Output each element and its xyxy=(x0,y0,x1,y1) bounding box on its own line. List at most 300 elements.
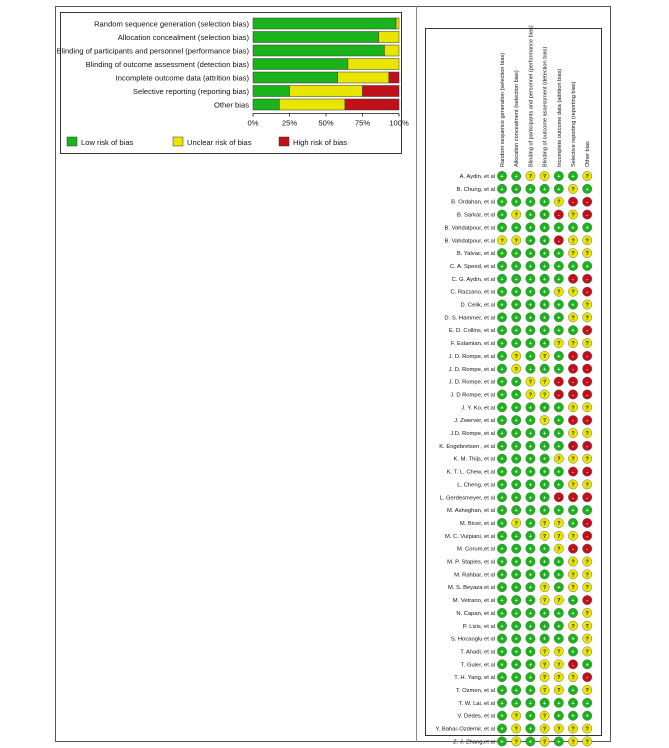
cell-symbol-41-3: + xyxy=(528,688,533,694)
x-tick-label-5: 100% xyxy=(389,118,409,128)
legend-swatch-3 xyxy=(279,137,289,146)
cell-symbol-11-6: + xyxy=(571,302,575,309)
study-label-5: B. Vahdatpour, et al xyxy=(444,225,495,232)
cell-symbol-23-2: + xyxy=(514,456,518,463)
cell-symbol-3-3: + xyxy=(528,199,533,206)
cell-symbol-28-4: ? xyxy=(542,520,547,527)
cell-symbol-42-3: + xyxy=(528,700,533,707)
cell-symbol-17-5: - xyxy=(557,379,560,386)
cell-symbol-32-4: + xyxy=(542,572,547,579)
study-label-7: B. Yalvac, et al xyxy=(456,251,495,258)
cell-symbol-8-5: + xyxy=(557,263,561,270)
cell-symbol-39-1: + xyxy=(500,662,504,669)
cell-symbol-7-3: + xyxy=(528,251,533,258)
cell-symbol-19-6: ? xyxy=(571,405,575,412)
cell-symbol-11-5: + xyxy=(557,302,561,309)
cell-symbol-45-5: + xyxy=(557,739,561,746)
cell-symbol-42-4: + xyxy=(542,700,547,707)
cell-symbol-34-7: - xyxy=(586,598,589,605)
cell-symbol-7-7: ? xyxy=(585,251,589,258)
bar-2-5 xyxy=(338,72,389,83)
cell-symbol-43-5: + xyxy=(557,713,561,720)
cell-symbol-9-4: + xyxy=(542,276,547,283)
cell-symbol-38-6: + xyxy=(571,649,575,656)
bar-2-7 xyxy=(279,99,345,110)
cell-symbol-43-3: + xyxy=(528,713,533,720)
cell-symbol-38-1: + xyxy=(500,649,504,656)
cell-symbol-28-5: ? xyxy=(557,520,561,527)
cell-symbol-33-4: ? xyxy=(542,585,547,592)
cell-symbol-35-1: + xyxy=(500,610,504,617)
cell-symbol-18-7: - xyxy=(586,392,589,399)
cell-symbol-34-2: + xyxy=(514,598,518,605)
cell-symbol-30-4: + xyxy=(542,546,547,553)
study-label-3: B. Ordahan, et al xyxy=(451,199,495,206)
cell-symbol-14-4: + xyxy=(542,341,547,348)
cell-symbol-27-7: + xyxy=(585,508,589,515)
cell-symbol-10-2: + xyxy=(514,289,518,296)
cell-symbol-37-1: + xyxy=(500,636,504,643)
x-tick-label-2: 25% xyxy=(281,118,298,128)
study-label-29: M. C. Vulpiani, et al xyxy=(444,533,495,540)
cell-symbol-30-6: - xyxy=(572,546,574,553)
cell-symbol-26-5: - xyxy=(557,495,560,502)
cell-symbol-12-5: + xyxy=(557,315,561,322)
bar-3-7 xyxy=(345,99,399,110)
cell-symbol-17-1: + xyxy=(500,379,504,386)
cell-symbol-1-4: ? xyxy=(542,174,547,180)
cell-symbol-45-2: ? xyxy=(514,739,518,746)
risk-of-bias-summary-panel xyxy=(425,25,602,746)
cell-symbol-4-3: + xyxy=(528,212,533,219)
cell-symbol-12-1: + xyxy=(500,315,504,322)
cell-symbol-15-7: - xyxy=(586,353,589,360)
bar-1-6 xyxy=(253,86,290,97)
cell-symbol-16-3: + xyxy=(528,366,533,373)
cell-symbol-7-4: + xyxy=(542,251,547,258)
category-label-5: Incomplete outcome data (attrition bias) xyxy=(115,73,249,83)
bar-1-4 xyxy=(253,59,348,70)
cell-symbol-37-4: + xyxy=(542,636,547,643)
cell-symbol-2-5: + xyxy=(557,186,561,193)
cell-symbol-41-6: + xyxy=(571,688,575,694)
cell-symbol-20-6: - xyxy=(572,418,574,425)
cell-symbol-31-6: ? xyxy=(571,559,575,566)
cell-symbol-27-5: + xyxy=(557,508,561,515)
cell-symbol-30-3: + xyxy=(528,546,533,553)
cell-symbol-16-6: - xyxy=(572,366,574,373)
cell-symbol-19-2: + xyxy=(514,405,518,412)
cell-symbol-15-6: - xyxy=(572,353,574,360)
study-label-32: M. Rahbar, et al xyxy=(454,572,495,579)
cell-symbol-35-7: ? xyxy=(585,610,589,617)
cell-symbol-7-5: + xyxy=(557,251,561,258)
cell-symbol-12-2: + xyxy=(514,315,518,322)
cell-symbol-31-4: + xyxy=(542,559,547,566)
cell-symbol-40-7: - xyxy=(586,675,589,682)
cell-symbol-8-2: + xyxy=(514,263,518,270)
cell-symbol-44-3: + xyxy=(528,726,533,733)
cell-symbol-37-5: + xyxy=(557,636,561,643)
cell-symbol-14-1: + xyxy=(500,341,504,348)
cell-symbol-21-5: + xyxy=(557,431,561,437)
cell-symbol-28-6: + xyxy=(571,520,575,527)
cell-symbol-15-1: + xyxy=(500,353,504,360)
cell-symbol-1-7: ? xyxy=(585,174,589,180)
study-label-24: K. T. L. Chew, et al xyxy=(446,469,495,476)
cell-symbol-8-1: + xyxy=(500,263,504,270)
cell-symbol-1-1: + xyxy=(500,174,504,180)
cell-symbol-30-2: + xyxy=(514,546,518,553)
cell-symbol-24-1: + xyxy=(500,469,504,476)
cell-symbol-39-3: + xyxy=(528,662,533,669)
column-header-4: Blinding of outcome assessment (detection bias) xyxy=(542,46,549,167)
cell-symbol-37-3: + xyxy=(528,636,533,643)
cell-symbol-25-7: ? xyxy=(585,482,589,489)
cell-symbol-21-3: + xyxy=(528,431,533,437)
cell-symbol-34-5: ? xyxy=(557,598,561,605)
bar-2-6 xyxy=(290,86,363,97)
cell-symbol-33-7: ? xyxy=(585,585,589,592)
cell-symbol-18-5: - xyxy=(557,392,560,399)
cell-symbol-8-4: + xyxy=(542,263,547,270)
cell-symbol-35-4: + xyxy=(542,610,547,617)
cell-symbol-24-5: + xyxy=(557,469,561,476)
cell-symbol-42-7: + xyxy=(585,700,589,707)
bar-2-4 xyxy=(348,59,399,70)
cell-symbol-44-7: ? xyxy=(585,726,589,733)
cell-symbol-13-7: - xyxy=(586,328,589,335)
cell-symbol-10-7: - xyxy=(586,289,589,296)
study-label-13: E. D. Collins, et al xyxy=(448,328,495,335)
study-label-27: M. Asheghan, et al xyxy=(446,508,495,515)
cell-symbol-16-7: - xyxy=(586,366,589,373)
cell-symbol-36-7: ? xyxy=(585,623,589,630)
study-label-39: T. Guler, et al xyxy=(460,662,495,669)
cell-symbol-24-7: - xyxy=(586,469,589,476)
cell-symbol-26-2: + xyxy=(514,495,518,502)
study-label-4: B. Sarkar, et al xyxy=(456,212,495,219)
cell-symbol-35-5: + xyxy=(557,610,561,617)
cell-symbol-39-6: - xyxy=(572,662,574,669)
cell-symbol-24-4: + xyxy=(542,469,547,476)
cell-symbol-40-1: + xyxy=(500,675,504,682)
cell-symbol-17-4: ? xyxy=(542,379,547,386)
cell-symbol-38-7: ? xyxy=(585,649,589,656)
cell-symbol-6-6: ? xyxy=(571,238,575,245)
cell-symbol-4-5: - xyxy=(557,212,560,219)
cell-symbol-18-3: ? xyxy=(528,392,533,399)
cell-symbol-20-1: + xyxy=(500,418,504,425)
cell-symbol-24-2: + xyxy=(514,469,518,476)
cell-symbol-44-2: ? xyxy=(514,726,518,733)
cell-symbol-43-7: + xyxy=(585,713,589,720)
column-header-1: Random sequence generation (selection bias) xyxy=(500,52,506,167)
cell-symbol-29-5: ? xyxy=(557,533,561,540)
risk-of-bias-graph xyxy=(56,13,409,153)
bar-2-1 xyxy=(396,18,399,29)
column-header-2: Allocation concealment (selection bias) xyxy=(514,70,521,167)
cell-symbol-34-1: + xyxy=(500,598,504,605)
cell-symbol-22-5: + xyxy=(557,443,561,450)
cell-symbol-22-4: + xyxy=(542,443,547,450)
study-label-15: J. D. Rompe, et al xyxy=(448,353,495,360)
cell-symbol-24-6: - xyxy=(572,469,574,476)
bar-1-3 xyxy=(253,45,384,56)
bar-1-5 xyxy=(253,72,338,83)
cell-symbol-35-2: + xyxy=(514,610,518,617)
cell-symbol-23-7: ? xyxy=(585,456,589,463)
cell-symbol-12-3: + xyxy=(528,315,533,322)
cell-symbol-40-4: ? xyxy=(542,675,547,682)
cell-symbol-42-1: + xyxy=(500,700,504,707)
bar-1-2 xyxy=(253,32,379,43)
study-label-21: J.D. Rompe, et al xyxy=(450,431,495,437)
cell-symbol-21-7: ? xyxy=(585,431,589,437)
cell-symbol-6-7: ? xyxy=(585,238,589,245)
cell-symbol-40-6: ? xyxy=(571,675,575,682)
legend-label-3: High risk of bias xyxy=(293,138,348,147)
cell-symbol-24-3: + xyxy=(528,469,533,476)
cell-symbol-26-1: + xyxy=(500,495,504,502)
cell-symbol-36-1: + xyxy=(500,623,504,630)
cell-symbol-29-4: ? xyxy=(542,533,547,540)
study-label-34: M. Vetrano, et al xyxy=(452,598,495,605)
cell-symbol-10-6: ? xyxy=(571,289,575,296)
cell-symbol-9-3: + xyxy=(528,276,533,283)
cell-symbol-22-1: + xyxy=(500,443,504,450)
cell-symbol-28-7: - xyxy=(586,520,589,527)
cell-symbol-33-5: + xyxy=(557,585,561,592)
cell-symbol-31-5: + xyxy=(557,559,561,566)
cell-symbol-31-3: + xyxy=(528,559,533,566)
bar-3-6 xyxy=(363,86,400,97)
study-label-38: T. Ahadi, et al xyxy=(460,649,495,656)
cell-symbol-25-2: + xyxy=(514,482,518,489)
cell-symbol-41-5: ? xyxy=(557,688,561,694)
legend-label-2: Unclear risk of bias xyxy=(187,138,252,147)
study-label-14: F. Eslamian, et al xyxy=(450,341,495,348)
study-label-30: M. Corum,et al xyxy=(456,546,495,553)
cell-symbol-26-6: - xyxy=(572,495,574,502)
cell-symbol-13-2: + xyxy=(514,328,518,335)
legend-swatch-2 xyxy=(173,137,183,146)
cell-symbol-27-3: + xyxy=(528,508,533,515)
cell-symbol-2-7: + xyxy=(585,186,589,193)
cell-symbol-36-2: + xyxy=(514,623,518,630)
cell-symbol-31-1: + xyxy=(500,559,504,566)
cell-symbol-19-4: + xyxy=(542,405,547,412)
column-header-3: Blinding of participants and personnel (performance bias) xyxy=(528,25,535,167)
cell-symbol-20-2: + xyxy=(514,418,518,425)
cell-symbol-11-1: + xyxy=(500,302,504,309)
cell-symbol-8-7: + xyxy=(585,263,589,270)
cell-symbol-18-4: ? xyxy=(542,392,547,399)
risk-of-bias-graph-panel xyxy=(56,12,409,154)
cell-symbol-6-2: ? xyxy=(514,238,518,245)
cell-symbol-19-3: + xyxy=(528,405,533,412)
cell-symbol-5-2: + xyxy=(514,225,518,232)
cell-symbol-5-4: + xyxy=(542,225,547,232)
cell-symbol-26-3: + xyxy=(528,495,533,502)
study-label-23: K. M. Thijs, et al xyxy=(453,456,495,463)
study-label-42: T. W. Lai, et al xyxy=(458,700,495,707)
cell-symbol-25-6: ? xyxy=(571,482,575,489)
cell-symbol-42-5: + xyxy=(557,700,561,707)
cell-symbol-3-2: + xyxy=(514,199,518,206)
cell-symbol-12-4: + xyxy=(542,315,547,322)
cell-symbol-13-1: + xyxy=(500,328,504,335)
cell-symbol-40-5: ? xyxy=(557,675,561,682)
cell-symbol-27-2: + xyxy=(514,508,518,515)
cell-symbol-2-2: + xyxy=(514,186,518,193)
x-tick-label-3: 50% xyxy=(318,118,334,128)
cell-symbol-36-3: + xyxy=(528,623,533,630)
cell-symbol-33-6: ? xyxy=(571,585,575,592)
legend-swatch-1 xyxy=(67,137,77,146)
cell-symbol-41-7: ? xyxy=(585,688,589,694)
study-label-16: J. D. Rompe, et al xyxy=(448,366,495,373)
cell-symbol-25-1: + xyxy=(500,482,504,489)
cell-symbol-16-5: + xyxy=(557,366,561,373)
cell-symbol-1-3: ? xyxy=(528,174,533,180)
cell-symbol-22-7: - xyxy=(586,443,589,450)
study-label-37: S. Hocaoglu et al xyxy=(450,636,495,643)
cell-symbol-29-3: + xyxy=(528,533,533,540)
cell-symbol-14-6: ? xyxy=(571,341,575,348)
cell-symbol-4-1: + xyxy=(500,212,504,219)
cell-symbol-15-4: ? xyxy=(542,353,547,360)
cell-symbol-21-2: + xyxy=(514,431,518,437)
cell-symbol-41-4: ? xyxy=(542,688,547,694)
cell-symbol-14-2: + xyxy=(514,341,518,348)
study-label-19: J. Y. Ko, et al xyxy=(461,405,495,412)
cell-symbol-17-6: - xyxy=(572,379,574,386)
cell-symbol-25-5: + xyxy=(557,482,561,489)
cell-symbol-9-1: + xyxy=(500,276,504,283)
cell-symbol-23-4: + xyxy=(542,456,547,463)
cell-symbol-34-4: ? xyxy=(542,598,547,605)
cell-symbol-35-3: + xyxy=(528,610,533,617)
cell-symbol-19-5: + xyxy=(557,405,561,412)
cell-symbol-18-2: + xyxy=(514,392,518,399)
cell-symbol-28-3: + xyxy=(528,520,533,527)
cell-symbol-5-7: + xyxy=(585,225,589,232)
x-tick-label-1: 0% xyxy=(247,118,259,128)
cell-symbol-28-1: + xyxy=(500,520,504,527)
study-label-2: B. Chung, et al xyxy=(456,186,495,193)
study-label-8: C. A. Speed, et al xyxy=(449,263,495,270)
cell-symbol-4-4: + xyxy=(542,212,547,219)
cell-symbol-19-1: + xyxy=(500,405,504,412)
study-label-36: P. Lizis, et al xyxy=(462,623,495,630)
cell-symbol-26-4: + xyxy=(542,495,547,502)
risk-of-bias-summary xyxy=(426,25,601,746)
cell-symbol-5-5: + xyxy=(557,225,561,232)
cell-symbol-14-3: + xyxy=(528,341,533,348)
cell-symbol-2-1: + xyxy=(500,186,504,193)
study-label-22: K. Engebretsen , et al xyxy=(439,443,495,450)
cell-symbol-40-2: + xyxy=(514,675,518,682)
cell-symbol-1-2: + xyxy=(514,174,518,180)
cell-symbol-23-3: + xyxy=(528,456,533,463)
cell-symbol-29-1: + xyxy=(500,533,504,540)
cell-symbol-34-6: + xyxy=(571,598,575,605)
cell-symbol-20-7: - xyxy=(586,418,589,425)
study-label-33: M. S. Beyaza et al xyxy=(447,585,495,592)
cell-symbol-11-2: + xyxy=(514,302,518,309)
cell-symbol-22-2: + xyxy=(514,443,518,450)
study-label-10: C. Razzano, et al xyxy=(450,289,495,296)
cell-symbol-41-2: + xyxy=(514,688,518,694)
cell-symbol-44-4: ? xyxy=(542,726,547,733)
study-label-35: N. Capan, et al xyxy=(456,610,495,617)
cell-symbol-17-2: + xyxy=(514,379,518,386)
cell-symbol-3-7: - xyxy=(586,199,589,206)
category-label-7: Other bias xyxy=(213,100,249,110)
cell-symbol-32-6: ? xyxy=(571,572,575,579)
category-label-2: Allocation concealment (selection bias) xyxy=(117,33,249,42)
cell-symbol-1-6: + xyxy=(571,174,575,180)
cell-symbol-22-6: - xyxy=(572,443,574,450)
study-label-26: L. Gerdesmeyer, et al xyxy=(439,495,495,502)
cell-symbol-7-6: ? xyxy=(571,251,575,258)
bar-1-1 xyxy=(253,18,396,29)
study-label-28: M. Bicer, et al xyxy=(459,520,495,527)
cell-symbol-23-1: + xyxy=(500,456,504,463)
cell-symbol-36-6: ? xyxy=(571,623,575,630)
cell-symbol-45-1: + xyxy=(500,739,504,746)
cell-symbol-22-3: + xyxy=(528,443,533,450)
category-label-1: Random sequence generation (selection bias) xyxy=(94,19,249,29)
cell-symbol-10-5: ? xyxy=(557,289,561,296)
cell-symbol-44-6: ? xyxy=(571,726,575,733)
cell-symbol-13-5: + xyxy=(557,328,561,335)
cell-symbol-39-2: + xyxy=(514,662,518,669)
cell-symbol-45-6: ? xyxy=(571,739,575,746)
category-label-3: Blinding of participants and personnel (performance bias) xyxy=(56,46,249,56)
cell-symbol-10-1: + xyxy=(500,289,504,296)
cell-symbol-21-4: + xyxy=(542,431,547,437)
cell-symbol-5-3: + xyxy=(528,225,533,232)
cell-symbol-35-6: + xyxy=(571,610,575,617)
cell-symbol-26-7: - xyxy=(586,495,589,502)
cell-symbol-38-5: ? xyxy=(557,649,561,656)
cell-symbol-5-6: + xyxy=(571,225,575,232)
cell-symbol-1-5: + xyxy=(557,174,561,180)
study-label-6: B. Vahdatpour, et al xyxy=(444,238,495,245)
cell-symbol-30-7: - xyxy=(586,546,589,553)
cell-symbol-36-5: + xyxy=(557,623,561,630)
cell-symbol-21-6: ? xyxy=(571,431,575,437)
cell-symbol-4-7: - xyxy=(586,212,589,219)
cell-symbol-27-4: + xyxy=(542,508,547,515)
legend-label-1: Low risk of bias xyxy=(81,138,134,147)
cell-symbol-39-4: ? xyxy=(542,662,547,669)
cell-symbol-9-5: + xyxy=(557,276,561,283)
cell-symbol-27-6: + xyxy=(571,508,575,515)
cell-symbol-4-2: ? xyxy=(514,212,518,219)
cell-symbol-3-6: - xyxy=(572,199,574,206)
cell-symbol-29-2: + xyxy=(514,533,518,540)
cell-symbol-41-1: + xyxy=(500,688,504,694)
study-label-31: M. P. Staples, et al xyxy=(447,559,495,566)
cell-symbol-9-7: - xyxy=(586,276,589,283)
cell-symbol-45-7: ? xyxy=(585,739,589,746)
cell-symbol-15-2: ? xyxy=(514,353,518,360)
cell-symbol-9-2: + xyxy=(514,276,518,283)
study-label-1: A. Aydin, et al xyxy=(459,174,495,180)
